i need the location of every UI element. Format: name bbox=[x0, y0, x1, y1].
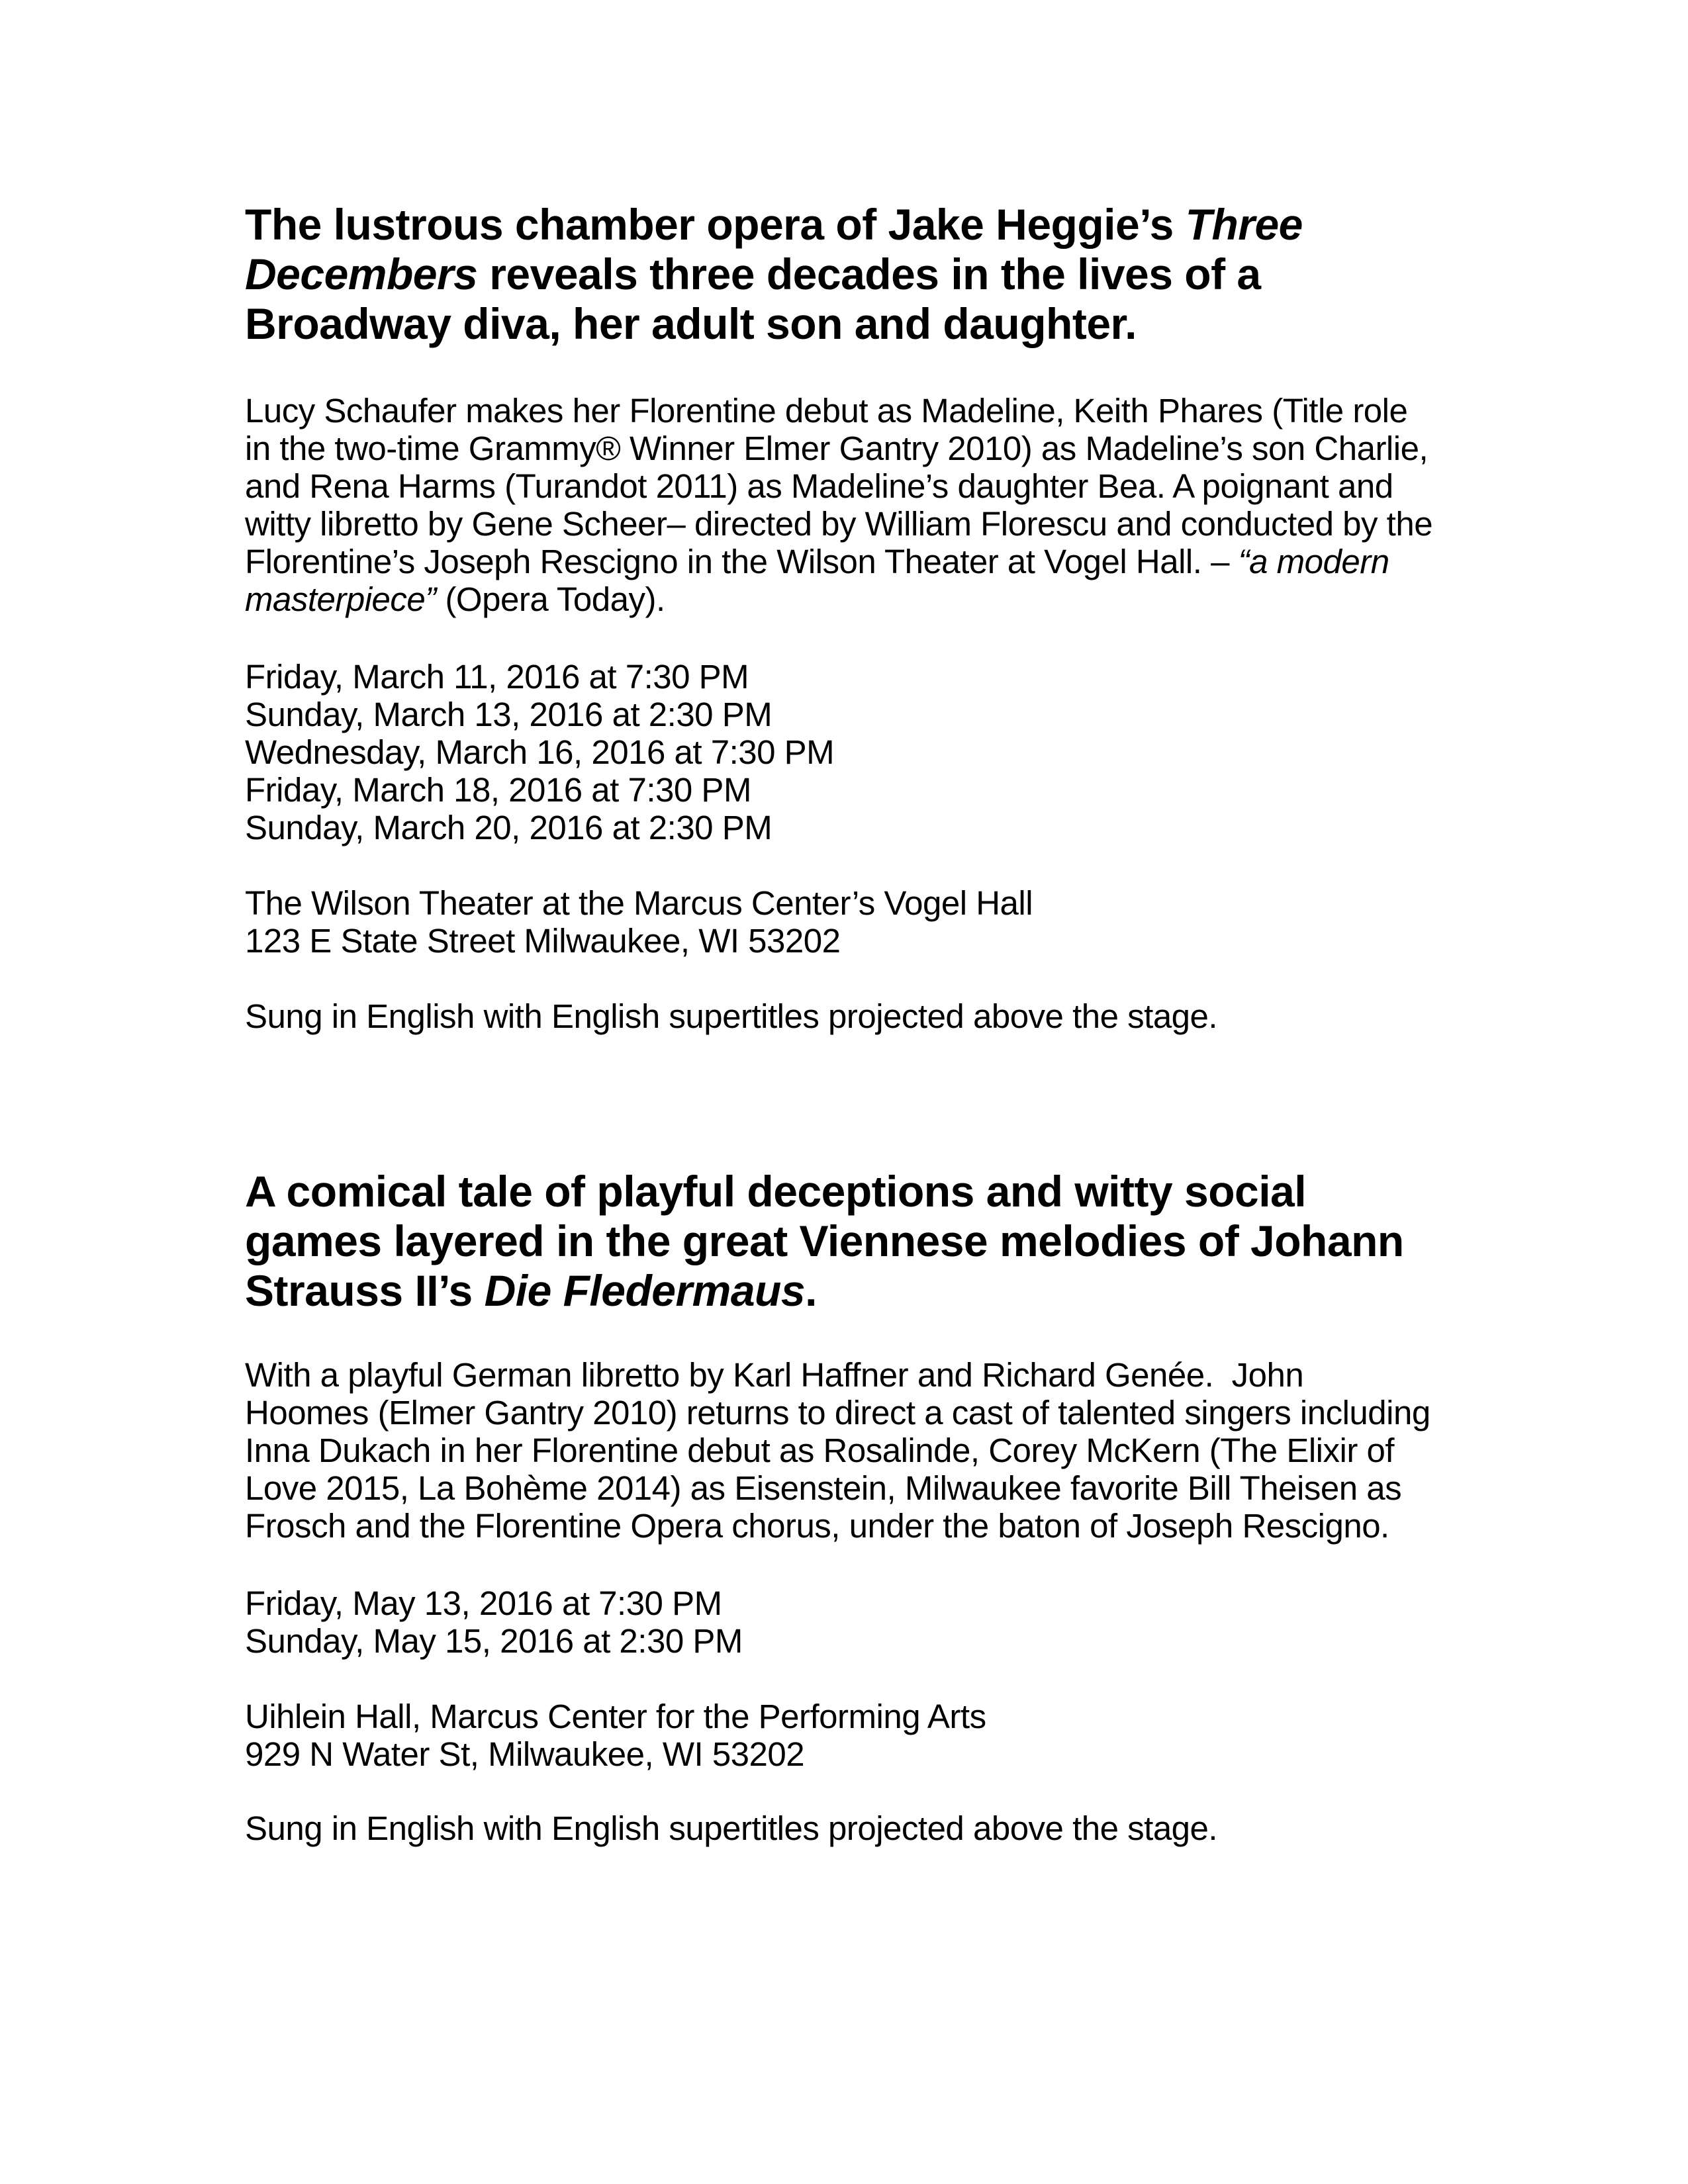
text-segment: in the two-time Grammy® Winner Elmer Gantry 2010) as Madeline’s son Charlie, bbox=[245, 430, 1429, 467]
text-line bbox=[245, 430, 1489, 467]
text-line bbox=[245, 809, 1489, 846]
text-line bbox=[245, 1469, 1489, 1507]
text-line bbox=[245, 696, 1489, 733]
text-segment: Florentine’s Joseph Rescigno in the Wilson Theater at Vogel Hall. – bbox=[245, 543, 1239, 580]
text-segment: Sunday, May 15, 2016 at 2:30 PM bbox=[245, 1622, 743, 1660]
italic-text-segment: Decembers bbox=[245, 250, 478, 298]
text-line bbox=[245, 543, 1489, 580]
text-segment: Broadway diva, her adult son and daughter. bbox=[245, 299, 1137, 348]
text-segment: Inna Dukach in her Florentine debut as Rosalinde, Corey McKern (The Elixir of bbox=[245, 1432, 1395, 1469]
text-segment: Sung in English with English supertitles projected above the stage. bbox=[245, 997, 1218, 1035]
text-segment: Friday, March 18, 2016 at 7:30 PM bbox=[245, 771, 751, 809]
text-line bbox=[245, 771, 1489, 809]
text-line bbox=[245, 1216, 1489, 1266]
text-line bbox=[245, 997, 1489, 1035]
event-2-language-note bbox=[245, 1809, 1489, 1847]
text-segment: Lucy Schaufer makes her Florentine debut as Madeline, Keith Phares (Title role bbox=[245, 392, 1408, 430]
text-segment: Uihlein Hall, Marcus Center for the Performing Arts bbox=[245, 1698, 986, 1735]
text-line bbox=[245, 250, 1489, 299]
text-line bbox=[245, 467, 1489, 505]
text-segment: . bbox=[805, 1266, 817, 1315]
text-line bbox=[245, 200, 1489, 250]
text-line bbox=[245, 1735, 1489, 1773]
italic-text-segment: masterpiece” bbox=[245, 580, 436, 618]
text-segment: Sung in English with English supertitles projected above the stage. bbox=[245, 1809, 1218, 1847]
text-segment: Strauss II’s bbox=[245, 1266, 485, 1315]
text-segment: Frosch and the Florentine Opera chorus, under the baton of Joseph Rescigno. bbox=[245, 1507, 1389, 1545]
event-1-headline bbox=[245, 200, 1489, 349]
text-line bbox=[245, 299, 1489, 349]
text-segment: A comical tale of playful deceptions and witty social bbox=[245, 1167, 1307, 1216]
text-line bbox=[245, 1432, 1489, 1469]
text-segment: games layered in the great Viennese melodies of Johann bbox=[245, 1216, 1404, 1265]
text-segment: witty libretto by Gene Scheer– directed by William Florescu and conducted by the bbox=[245, 505, 1433, 543]
italic-text-segment: “a modern bbox=[1238, 543, 1389, 580]
event-1-venue-address bbox=[245, 884, 1489, 960]
text-segment: The Wilson Theater at the Marcus Center’s Vogel Hall bbox=[245, 884, 1033, 922]
event-2-venue-address bbox=[245, 1698, 1489, 1773]
text-line bbox=[245, 1584, 1489, 1622]
text-line bbox=[245, 580, 1489, 618]
text-segment: and Rena Harms (Turandot 2011) as Madeline’s daughter Bea. A poignant and bbox=[245, 467, 1393, 505]
text-line bbox=[245, 392, 1489, 430]
text-segment: Friday, May 13, 2016 at 7:30 PM bbox=[245, 1584, 722, 1622]
text-segment: With a playful German libretto by Karl Haffner and Richard Genée. John bbox=[245, 1356, 1304, 1394]
text-line bbox=[245, 1698, 1489, 1735]
text-line bbox=[245, 1809, 1489, 1847]
text-segment: Love 2015, La Bohème 2014) as Eisenstein, Milwaukee favorite Bill Theisen as bbox=[245, 1469, 1402, 1507]
text-line bbox=[245, 1507, 1489, 1545]
event-1-language-note bbox=[245, 997, 1489, 1035]
event-2-description bbox=[245, 1356, 1489, 1545]
event-1-performance-schedule bbox=[245, 658, 1489, 846]
text-segment: 929 N Water St, Milwaukee, WI 53202 bbox=[245, 1735, 805, 1773]
text-line bbox=[245, 1394, 1489, 1432]
document-content bbox=[245, 200, 1489, 1847]
text-line bbox=[245, 1167, 1489, 1216]
text-line bbox=[245, 658, 1489, 696]
text-line bbox=[245, 922, 1489, 960]
italic-text-segment: Three bbox=[1185, 200, 1303, 249]
text-segment: The lustrous chamber opera of Jake Heggie’s bbox=[245, 200, 1186, 249]
text-segment: Wednesday, March 16, 2016 at 7:30 PM bbox=[245, 733, 835, 771]
text-segment: reveals three decades in the lives of a bbox=[477, 250, 1261, 298]
event-2-headline bbox=[245, 1167, 1489, 1316]
text-segment: Sunday, March 20, 2016 at 2:30 PM bbox=[245, 809, 773, 846]
italic-text-segment: Die Fledermaus bbox=[484, 1266, 806, 1315]
text-line bbox=[245, 505, 1489, 543]
text-segment: 123 E State Street Milwaukee, WI 53202 bbox=[245, 922, 841, 960]
text-segment: Friday, March 11, 2016 at 7:30 PM bbox=[245, 658, 749, 696]
event-1-description bbox=[245, 392, 1489, 618]
text-line bbox=[245, 1266, 1489, 1316]
text-line bbox=[245, 1356, 1489, 1394]
text-line bbox=[245, 884, 1489, 922]
event-2-performance-schedule bbox=[245, 1584, 1489, 1660]
text-segment: (Opera Today). bbox=[436, 580, 665, 618]
text-segment: Hoomes (Elmer Gantry 2010) returns to direct a cast of talented singers including bbox=[245, 1394, 1430, 1432]
text-segment: Sunday, March 13, 2016 at 2:30 PM bbox=[245, 696, 773, 733]
text-line bbox=[245, 733, 1489, 771]
text-line bbox=[245, 1622, 1489, 1660]
